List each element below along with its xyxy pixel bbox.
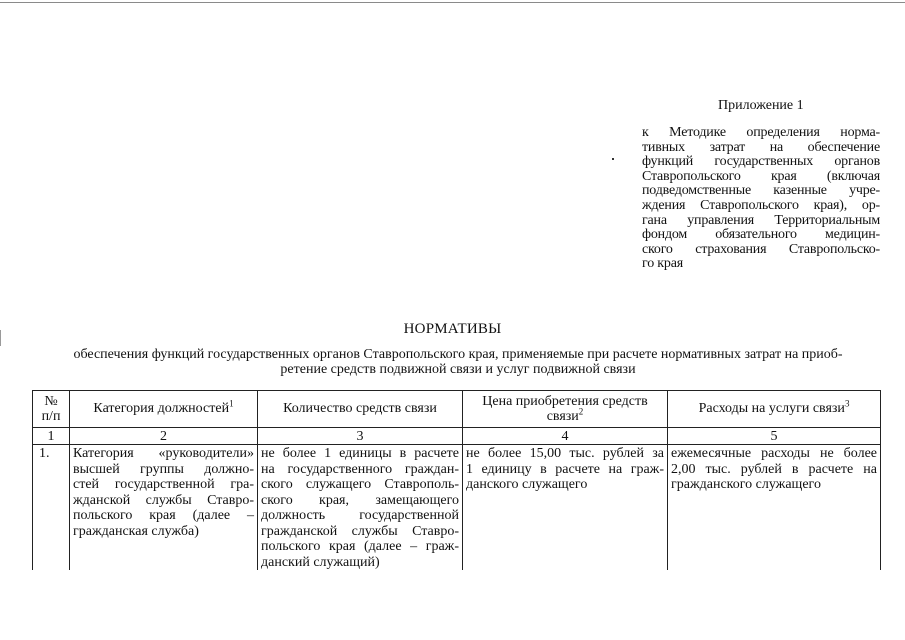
norms-table <box>32 390 881 570</box>
cell-line: должность государственной <box>261 508 459 523</box>
row-quantity <box>258 445 463 571</box>
cell-line: ского края, замещающего <box>261 492 459 508</box>
column-index-row <box>33 428 881 445</box>
appendix-line: гана управления Территориальным <box>642 212 880 228</box>
row-category <box>70 445 258 571</box>
cell-line: данского служащего <box>466 477 588 492</box>
table-row <box>33 445 881 571</box>
cell-line: гражданская служба) <box>73 523 199 539</box>
appendix-line: Ставропольского края (включая <box>642 168 880 184</box>
column-index: 4 <box>463 428 668 445</box>
cell-line: польского края (далее – <box>73 508 254 523</box>
column-index: 1 <box>33 428 70 445</box>
cell-line: не более 15,00 тыс. рублей за <box>466 446 664 461</box>
cell-line: ежемесячные расходы не более <box>671 446 877 461</box>
cell-line: польского края (далее – граж- <box>261 539 459 554</box>
footnote-mark: 3 <box>844 398 850 409</box>
row-price <box>463 445 668 571</box>
top-scan-border <box>0 2 905 3</box>
scan-speck <box>612 158 614 160</box>
header-price-line <box>466 406 664 425</box>
header-price-line: Цена приобретения средств <box>482 393 648 409</box>
footnote-mark: 1 <box>229 398 234 409</box>
cell-line: гражданского служащего <box>671 477 821 492</box>
column-index: 5 <box>668 428 881 445</box>
header-category-label: Категория должностей <box>93 401 230 417</box>
header-price <box>463 391 668 428</box>
appendix-title: Приложение 1 <box>718 98 804 113</box>
document-heading: НОРМАТИВЫ <box>403 321 502 337</box>
appendix-line: ского страхования Ставропольско- <box>642 241 880 257</box>
header-number-line: № <box>44 393 58 409</box>
cell-line: данский служащий) <box>261 554 380 570</box>
cell-line: 2,00 тыс. рублей в расчете на <box>671 461 877 477</box>
appendix-line: к Методике определения норма- <box>642 125 880 140</box>
cell-line: на государственного граждан- <box>261 461 459 477</box>
row-expenses <box>668 445 881 571</box>
column-index: 3 <box>258 428 463 445</box>
header-number <box>33 391 70 428</box>
appendix-line: тивных затрат на обеспечение <box>642 139 880 155</box>
cell-line: стей государственной гра- <box>73 477 254 492</box>
header-price-label: связи <box>546 409 579 424</box>
header-category <box>70 391 258 428</box>
cell-line: 1 единицу в расчете на граж- <box>466 461 664 477</box>
header-expenses-label: Расходы на услуги связи <box>698 401 845 417</box>
appendix-line: ждения Ставропольского края), ор- <box>642 197 880 213</box>
footnote-mark: 2 <box>578 406 584 417</box>
cell-line: ского служащего Ставрополь- <box>261 477 459 492</box>
table-header-row <box>33 391 881 428</box>
cell-line: высшей группы должно- <box>73 461 254 477</box>
header-expenses <box>668 391 881 428</box>
cell-line: жданской службы Ставро- <box>73 492 254 508</box>
appendix-line: функций государственных органов <box>642 154 880 170</box>
document-subheading <box>38 347 878 377</box>
row-number: 1. <box>33 445 70 571</box>
cell-line: гражданской службы Ставро- <box>261 523 459 539</box>
subheading-line: обеспечения функций государственных органов Ставропольского края, применяемые при расчете нормативных затрат на приоб- <box>73 347 843 362</box>
appendix-description <box>642 126 880 272</box>
cell-line: Категория «руководители» <box>73 446 254 461</box>
appendix-line: фондом обязательного медицин- <box>642 227 880 243</box>
subheading-line: ретение средств подвижной связи и услуг подвижной связи <box>280 362 636 377</box>
column-index: 2 <box>70 428 258 445</box>
header-quantity: Количество средств связи <box>258 391 463 428</box>
header-number-line: п/п <box>41 409 61 424</box>
appendix-line: подведомственные казенные учре- <box>642 183 880 199</box>
appendix-line: го края <box>642 256 683 272</box>
cell-line: не более 1 единицы в расчете <box>261 446 459 461</box>
